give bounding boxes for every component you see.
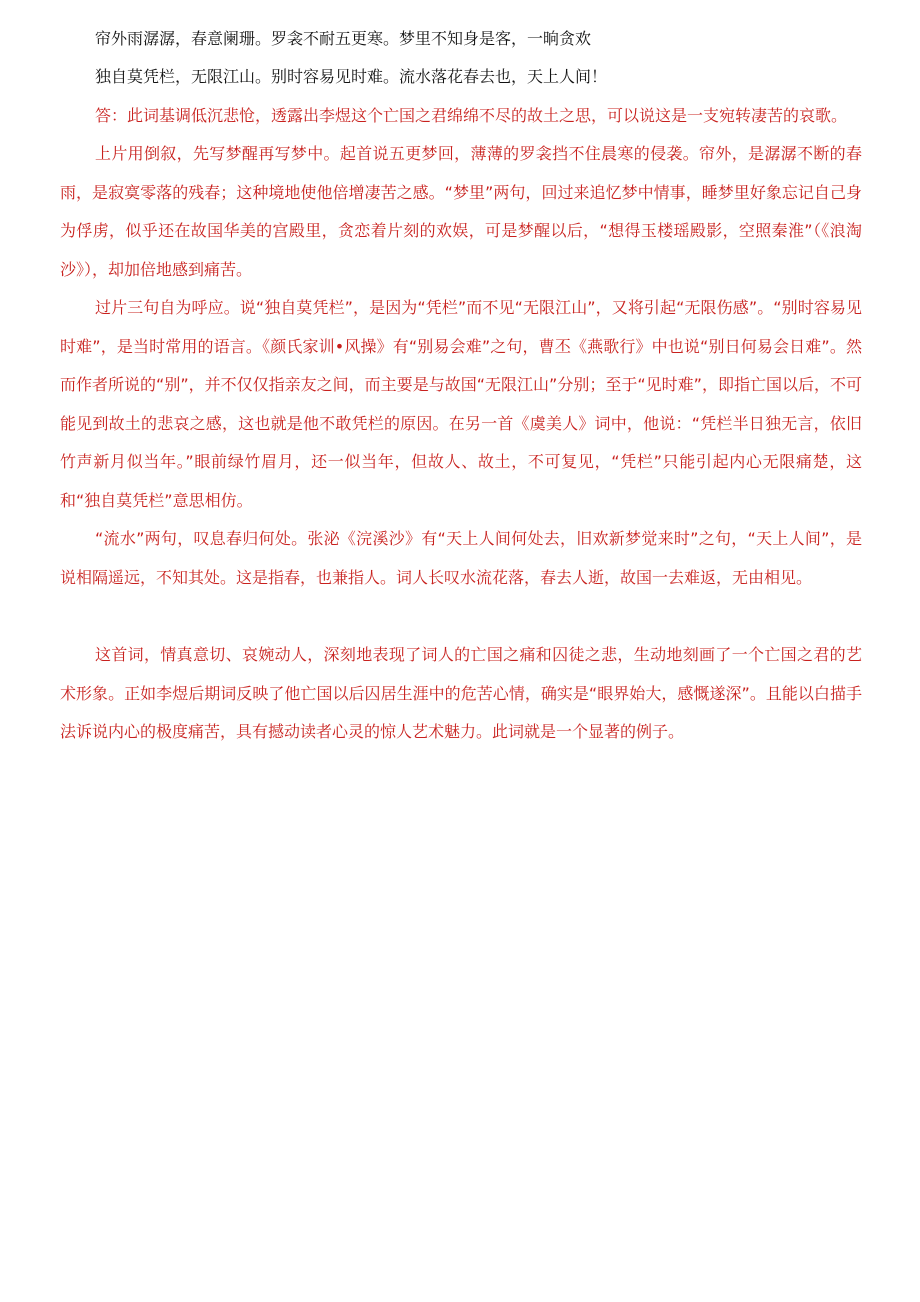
- poem-line-2: 独自莫凭栏，无限江山。别时容易见时难。流水落花春去也，天上人间！: [95, 67, 608, 86]
- answer-paragraph-lower-stanza: 过片三句自为呼应。说“独自莫凭栏”，是因为“凭栏”而不见“无限江山”，又将引起“无限伤感”。“别时容易见时难”，是当时常用的语言。《颜氏家训•风操》有“别易会难”之句，曹丕《燕歌行》中也说“别日何易会日难”。然而作者所说的“别”，并不仅仅指亲友之间，而主要是与故国“无限江山”分别；至于“见时难”，即指亡国以后，不可能见到故土的悲哀之感，这也就是他不敢凭栏的原因。在另一首《虞美人》词中，他说：“凭栏半日独无言，依旧竹声新月似当年。”眼前绿竹眉月，还一似当年，但故人、故土，不可复见，“凭栏”只能引起内心无限痛楚，这和“独自莫凭栏”意思相仿。: [60, 298, 862, 510]
- answer-paragraph-closing-lines: “流水”两句，叹息春归何处。张泌《浣溪沙》有“天上人间何处去，旧欢新梦觉来时”之句，“天上人间”，是说相隔遥远，不知其处。这是指春，也兼指人。词人长叹水流花落，春去人逝，故国一去难返，无由相见。: [60, 529, 862, 587]
- answer-intro: 答：此词基调低沉悲怆，透露出李煜这个亡国之君绵绵不尽的故土之思，可以说这是一支宛转凄苦的哀歌。: [95, 106, 848, 125]
- answer-paragraph-summary: 这首词，情真意切、哀婉动人，深刻地表现了词人的亡国之痛和囚徒之悲，生动地刻画了一个亡国之君的艺术形象。正如李煜后期词反映了他亡国以后囚居生涯中的危苦心情，确实是“眼界始大，感慨遂深”。且能以白描手法诉说内心的极度痛苦，具有撼动读者心灵的惊人艺术魅力。此词就是一个显著的例子。: [60, 645, 862, 741]
- poem-line-1: 帘外雨潺潺，春意阑珊。罗衾不耐五更寒。梦里不知身是客，一晌贪欢: [95, 29, 592, 48]
- answer-paragraph-upper-stanza: 上片用倒叙，先写梦醒再写梦中。起首说五更梦回，薄薄的罗衾挡不住晨寒的侵袭。帘外，是潺潺不断的春雨，是寂寞零落的残春；这种境地使他倍增凄苦之感。“梦里”两句，回过来追忆梦中情事，睡梦里好象忘记自己身为俘虏，似乎还在故国华美的宫殿里，贪恋着片刻的欢娱，可是梦醒以后，“想得玉楼瑶殿影，空照秦淮”（《浪淘沙》），却加倍地感到痛苦。: [60, 144, 862, 279]
